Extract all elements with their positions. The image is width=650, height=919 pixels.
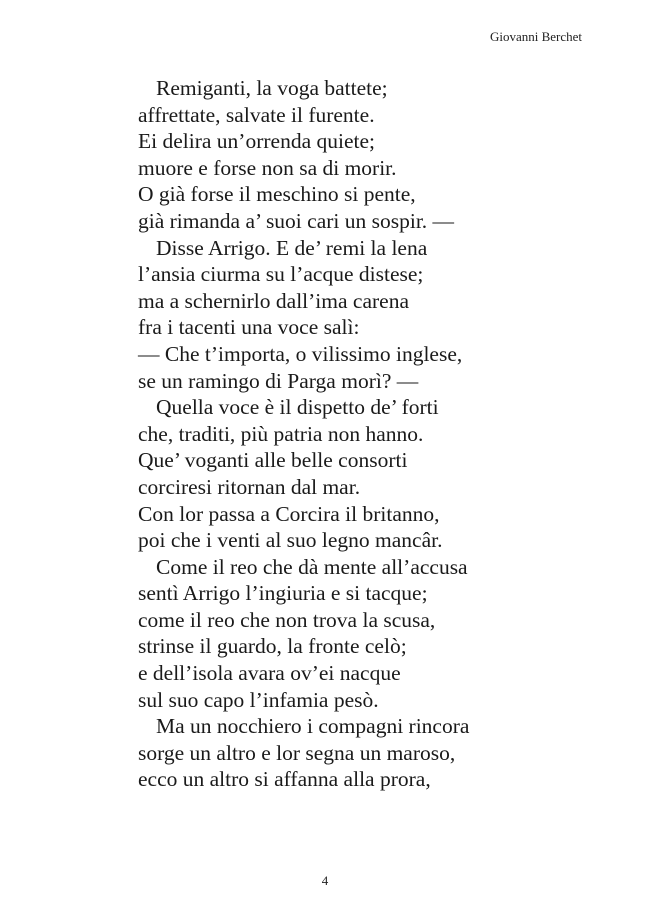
verse-line: già rimanda a’ suoi cari un sospir. — bbox=[138, 208, 455, 233]
verse-line: O già forse il meschino si pente, bbox=[138, 182, 416, 207]
verse-line: affrettate, salvate il furente. bbox=[138, 102, 375, 127]
verse-line: strinse il guardo, la fronte celò; bbox=[138, 634, 407, 659]
verse-line: Ei delira un’orrenda quiete; bbox=[138, 129, 375, 154]
verse-line: — Che t’importa, o vilissimo inglese, bbox=[138, 341, 463, 366]
verse-line: Disse Arrigo. E de’ remi la lena bbox=[156, 235, 428, 260]
verse-line: sentì Arrigo l’ingiuria e si tacque; bbox=[138, 581, 428, 606]
verse-line: corciresi ritornan dal mar. bbox=[138, 474, 361, 499]
verse-line: poi che i venti al suo legno mancâr. bbox=[138, 528, 443, 553]
verse-line: Come il reo che dà mente all’accusa bbox=[156, 554, 468, 579]
verse-line: se un ramingo di Parga morì? — bbox=[138, 368, 419, 393]
verse-line: Con lor passa a Corcira il britanno, bbox=[138, 501, 440, 526]
page-number: 4 bbox=[321, 873, 329, 888]
verse-line: sorge un altro e lor segna un maroso, bbox=[138, 740, 456, 765]
verse-line: Ma un nocchiero i compagni rincora bbox=[156, 714, 470, 739]
verse-line: Quella voce è il dispetto de’ forti bbox=[156, 395, 439, 420]
verse-line: e dell’isola avara ov’ei nacque bbox=[138, 661, 401, 686]
running-header-author: Giovanni Berchet bbox=[489, 29, 582, 44]
verse-line: Que’ voganti alle belle consorti bbox=[138, 448, 408, 473]
poem-text bbox=[138, 75, 578, 793]
verse-line: fra i tacenti una voce salì: bbox=[138, 315, 360, 340]
verse-line: come il reo che non trova la scusa, bbox=[138, 607, 436, 632]
verse-line: ma a schernirlo dall’ima carena bbox=[138, 288, 409, 313]
verse-line: sul suo capo l’infamia pesò. bbox=[138, 687, 379, 712]
verse-line: Remiganti, la voga battete; bbox=[156, 76, 388, 100]
verse-line: l’ansia ciurma su l’acque distese; bbox=[138, 262, 424, 287]
verse-line: che, traditi, più patria non hanno. bbox=[138, 421, 424, 446]
verse-line: ecco un altro si affanna alla prora, bbox=[138, 767, 431, 792]
verse-line: muore e forse non sa di morir. bbox=[138, 155, 397, 180]
